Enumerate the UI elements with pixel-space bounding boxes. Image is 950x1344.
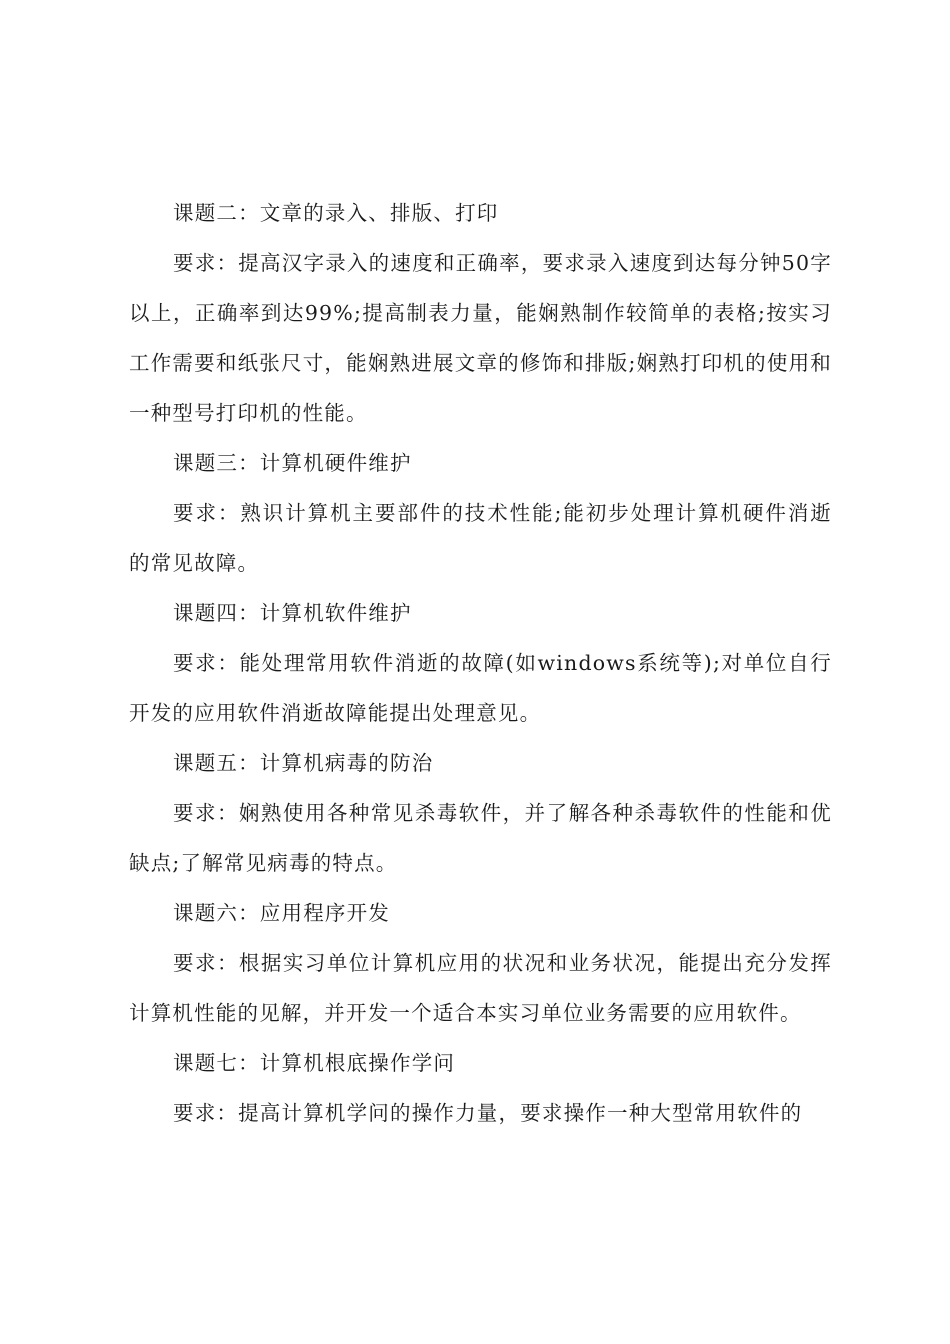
topic-4-requirement: 要求：能处理常用软件消逝的故障(如windows系统等);对单位自行开发的应用软件消逝故障能提出处理意见。 bbox=[129, 651, 832, 725]
topic-4-title: 课题四：计算机软件维护 bbox=[173, 601, 412, 625]
topic-7-title: 课题七：计算机根底操作学问 bbox=[173, 1051, 456, 1075]
topic-2-requirement: 要求：提高汉字录入的速度和正确率，要求录入速度到达每分钟50字以上，正确率到达99%;提高制表力量，能娴熟制作较简单的表格;按实习工作需要和纸张尺寸，能娴熟进展文章的修饰和排版;娴熟打印机的使用和一种型号打印机的性能。 bbox=[129, 251, 832, 425]
topic-2-title: 课题二：文章的录入、排版、打印 bbox=[173, 201, 499, 225]
topic-5-title: 课题五：计算机病毒的防治 bbox=[173, 751, 434, 775]
topic-3-title: 课题三：计算机硬件维护 bbox=[173, 451, 412, 475]
topic-6-requirement: 要求：根据实习单位计算机应用的状况和业务状况，能提出充分发挥计算机性能的见解，并开发一个适合本实习单位业务需要的应用软件。 bbox=[129, 951, 832, 1025]
topic-3-requirement: 要求：熟识计算机主要部件的技术性能;能初步处理计算机硬件消逝的常见故障。 bbox=[129, 501, 832, 575]
topic-5-requirement: 要求：娴熟使用各种常见杀毒软件，并了解各种杀毒软件的性能和优缺点;了解常见病毒的特点。 bbox=[129, 801, 832, 875]
topic-6-title: 课题六：应用程序开发 bbox=[173, 901, 390, 925]
document-body bbox=[129, 188, 832, 1138]
topic-7-requirement: 要求：提高计算机学问的操作力量，要求操作一种大型常用软件的 bbox=[173, 1101, 803, 1125]
